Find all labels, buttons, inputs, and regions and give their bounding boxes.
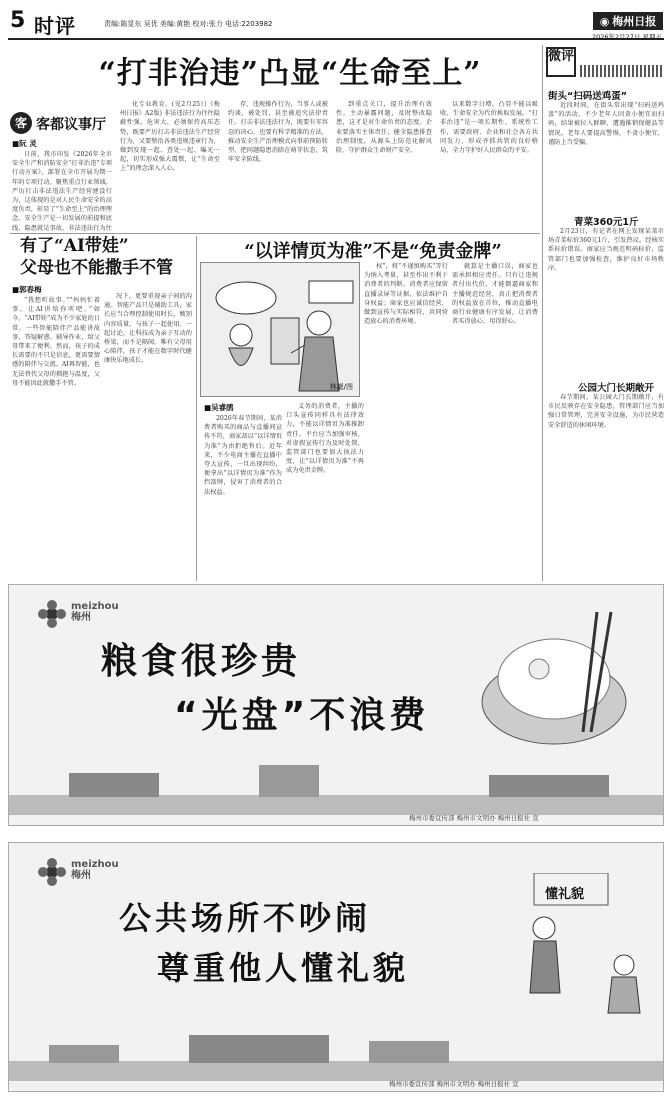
ad-brand-cn: 梅州 xyxy=(71,612,91,623)
column-badge-icon: 客 xyxy=(10,112,32,134)
section-title: 时评 xyxy=(34,14,76,38)
ad-brand xyxy=(71,601,119,623)
paper-name: 梅州日报 xyxy=(612,15,657,28)
skyline-icon xyxy=(9,1021,664,1081)
article2-headline xyxy=(20,235,173,279)
cartoon-illustration-icon xyxy=(201,263,359,396)
sidebar-body-1: 近段时间，在街头常出现“扫码送鸡蛋”的活动，不少老年人因贪小便宜而扫码，结果被拉入群聊，遭遇推销保健品等情况。老年人要提高警惕，不贪小便宜，谨防上当受骗。 xyxy=(548,102,664,146)
ad-credit: 梅州市委宣传部 梅州市文明办 梅州日报社 宣 xyxy=(389,1080,519,1088)
lead-col-1: 日前，我市印发《2026年全市安全生产和消防安全“打非治违”专项行动方案》，部署在全市开展为期一年的专项行动。聚焦重点行业领域，严厉打击非法违法生产经营建设行为，这体现的是对人民生命安全的高度负责，彰显了“生命至上”的治理理念。安全生产是一切发展的前提和底线，隐患就是事故，非法违法行为往 xyxy=(12,151,112,232)
ad-line-2: 尊重他人懂礼貌 xyxy=(157,949,410,987)
ad-credit: 梅州市委宣传部 梅州市文明办 梅州日报社 宣 xyxy=(409,814,539,822)
children-illustration-icon xyxy=(514,873,654,1023)
divider xyxy=(10,233,540,234)
article2-author: ■郭春梅 xyxy=(12,285,42,294)
ad-line-1: 公共场所不吵闹 xyxy=(119,899,372,937)
lead-col-3: 存、违规操作行为，当事人或被约谈、被处罚，甚至被追究法律责任。打击非法违法行为，既要有零容忍的决心，也要有科学精准的方法，推动安全生产治理模式向事前预防转型，把问题隐患消除在萌芽状态，筑牢安全防线。 xyxy=(228,101,328,164)
sidebar-title-3: 公园大门长期敞开 xyxy=(578,383,655,394)
meizhou-flower-icon xyxy=(37,599,67,629)
article2-headline-line1: 有了“AI带娃” xyxy=(20,236,129,256)
sidebar-tag-pattern xyxy=(580,65,662,77)
ad-banner-food xyxy=(8,584,664,826)
column-name: 客都议事厅 xyxy=(36,117,106,133)
article3-headline: “以详情页为准”不是“免责金牌” xyxy=(244,241,502,262)
ad-brand-cn: 梅州 xyxy=(71,870,91,881)
article2-headline-line2: 父母也不能撒手不管 xyxy=(20,258,173,278)
lead-headline: “打非治违”凸显“生命至上” xyxy=(98,56,482,91)
divider xyxy=(196,236,197,581)
lead-col-4: 到重点关口，提升治理有效性。主动暴露问题，及时整改隐患，这才是对生命负责的态度。企业要落实主体责任，健全隐患排查治理制度，从源头上防范化解风险，守护群众生命财产安全。 xyxy=(336,101,432,155)
cartoon-credit: 林勰/图 xyxy=(329,383,353,391)
ad-banner-manners xyxy=(8,842,664,1092)
article3-col-2: 义务的消费者，主播的口头宣传同样具有法律效力，不能以详情页为准推卸责任。平台应当加强审核，对虚假宣传行为及时处置，监管部门也要加大执法力度，让“以详情页为准”不再成为免责金牌。 xyxy=(286,403,364,475)
article3-col-3: 权”，将“不谨慎购买”等行为纳入考量，甚至作出不利于消费者的判断。消费者应保留直播录屏等证据，依法维护自身权益；商家也应诚信经营，做到宣传与实际相符，共同营造放心的消费环境。 xyxy=(364,263,448,326)
article2-col-1: “我想听故事。”“妈妈忙着事，让AI讲给你听吧。”如今，“AI带娃”成为不少家庭的日常。一些智能陪伴产品能讲故事、答疑解惑、辅导作业，给父母带来了便利。然而，孩子的成长需要的不只是信息，更需要情感的陪伴与交流。AI再智能，也无法替代父母的拥抱与温度，父母不能因此就撒手不管。 xyxy=(12,297,100,387)
manners-sign: 懂礼貌 xyxy=(545,887,585,902)
staff-credits: 责编:陈显东 吴优 美编:黄艳 校对:张力 电话:2203982 xyxy=(104,20,273,28)
ad-brand xyxy=(71,859,119,881)
divider xyxy=(542,45,543,581)
ad-brand-en: meizhou xyxy=(71,601,119,612)
lead-author: ■阮 灵 xyxy=(12,139,37,148)
paper-logo-icon: ◉ xyxy=(599,14,610,28)
page-number: 5 xyxy=(10,8,26,33)
article3-cartoon xyxy=(200,262,360,397)
skyline-icon xyxy=(9,755,664,815)
sidebar-body-2: 2月23日，有记者在网上发现某菜市场青菜标价360元1斤，引发热议。经核实系标价错误。商家应当规范明码标价，监管部门也要加强检查，维护良好市场秩序。 xyxy=(548,228,664,272)
article2-col-2: 况下，更要重视亲子间的沟通。智能产品只是辅助工具，家长应当合理控制使用时长，甄别内容质量，与孩子一起使用、一起讨论，让科技成为亲子互动的桥梁，而不是隔阂。唯有父母用心陪伴，孩子才能在数字时代健康快乐地成长。 xyxy=(104,293,192,365)
sidebar-title-1: 街头“扫码送鸡蛋” xyxy=(548,91,627,102)
masthead xyxy=(8,4,664,40)
ad-line-2: “光盘”不浪费 xyxy=(174,695,430,736)
column-label xyxy=(10,112,120,134)
issue-date: 2026年2月27日 星期五 xyxy=(591,33,662,41)
paper-logo xyxy=(593,12,663,30)
lead-col-2: 化专业教育。(见2月25日《梅州日报》A2版) 非法违法行为往往隐蔽性强，危害大，必须保持高压态势，既要严厉打击非法违法生产经营行为，又要整治各类违规违章行为，做到发现一起、查处一起、曝光一起，切实形成强大震慑，让“生命至上”的理念深入人心。 xyxy=(120,101,220,173)
article3-col-1: 2026年春节期间，某消费者购买的商品与直播间宣传不符，商家却以“以详情页为准”为由拒绝售后。近年来，不少电商主播在直播中夸大宣传，一旦出现纠纷，便拿出“以详情页为准”作为挡箭牌，侵害了消费者的合法权益。 xyxy=(204,415,282,496)
sidebar-title-2: 青菜360元1斤 xyxy=(574,217,639,228)
ad-line-1: 粮食很珍贵 xyxy=(101,641,302,682)
sidebar-body-3: 春节期间，某公园大门长期敞开，有市民反映存在安全隐患。管理部门应当加强日常管理，完善安全设施，为市民营造安全舒适的休闲环境。 xyxy=(548,394,664,429)
empty-bowl-icon xyxy=(479,607,629,747)
sidebar-tag xyxy=(546,47,666,83)
sidebar-tag-label: 微评 xyxy=(546,47,576,77)
lead-col-5: 以来数字日增，凸显不能以吸收、生命安全为代价换取发展。“打非治违”是一项长期性、系统性工作，需要政府、企业和社会各方共同发力，形成齐抓共管的良好格局，全力守护好人民群众的平安。 xyxy=(440,101,538,155)
ad-brand-en: meizhou xyxy=(71,859,119,870)
article3-col-4: 就算是主播口误，商家也需承担相应责任。只有让违规者付出代价，才能倒逼商家和主播规范经营，真正把消费者的权益放在首位，推动直播电商行业健康有序发展，让消费者买得放心、用得舒心。 xyxy=(452,263,538,326)
meizhou-flower-icon xyxy=(37,857,67,887)
article3-author: ■吴睿鹃 xyxy=(204,403,234,412)
